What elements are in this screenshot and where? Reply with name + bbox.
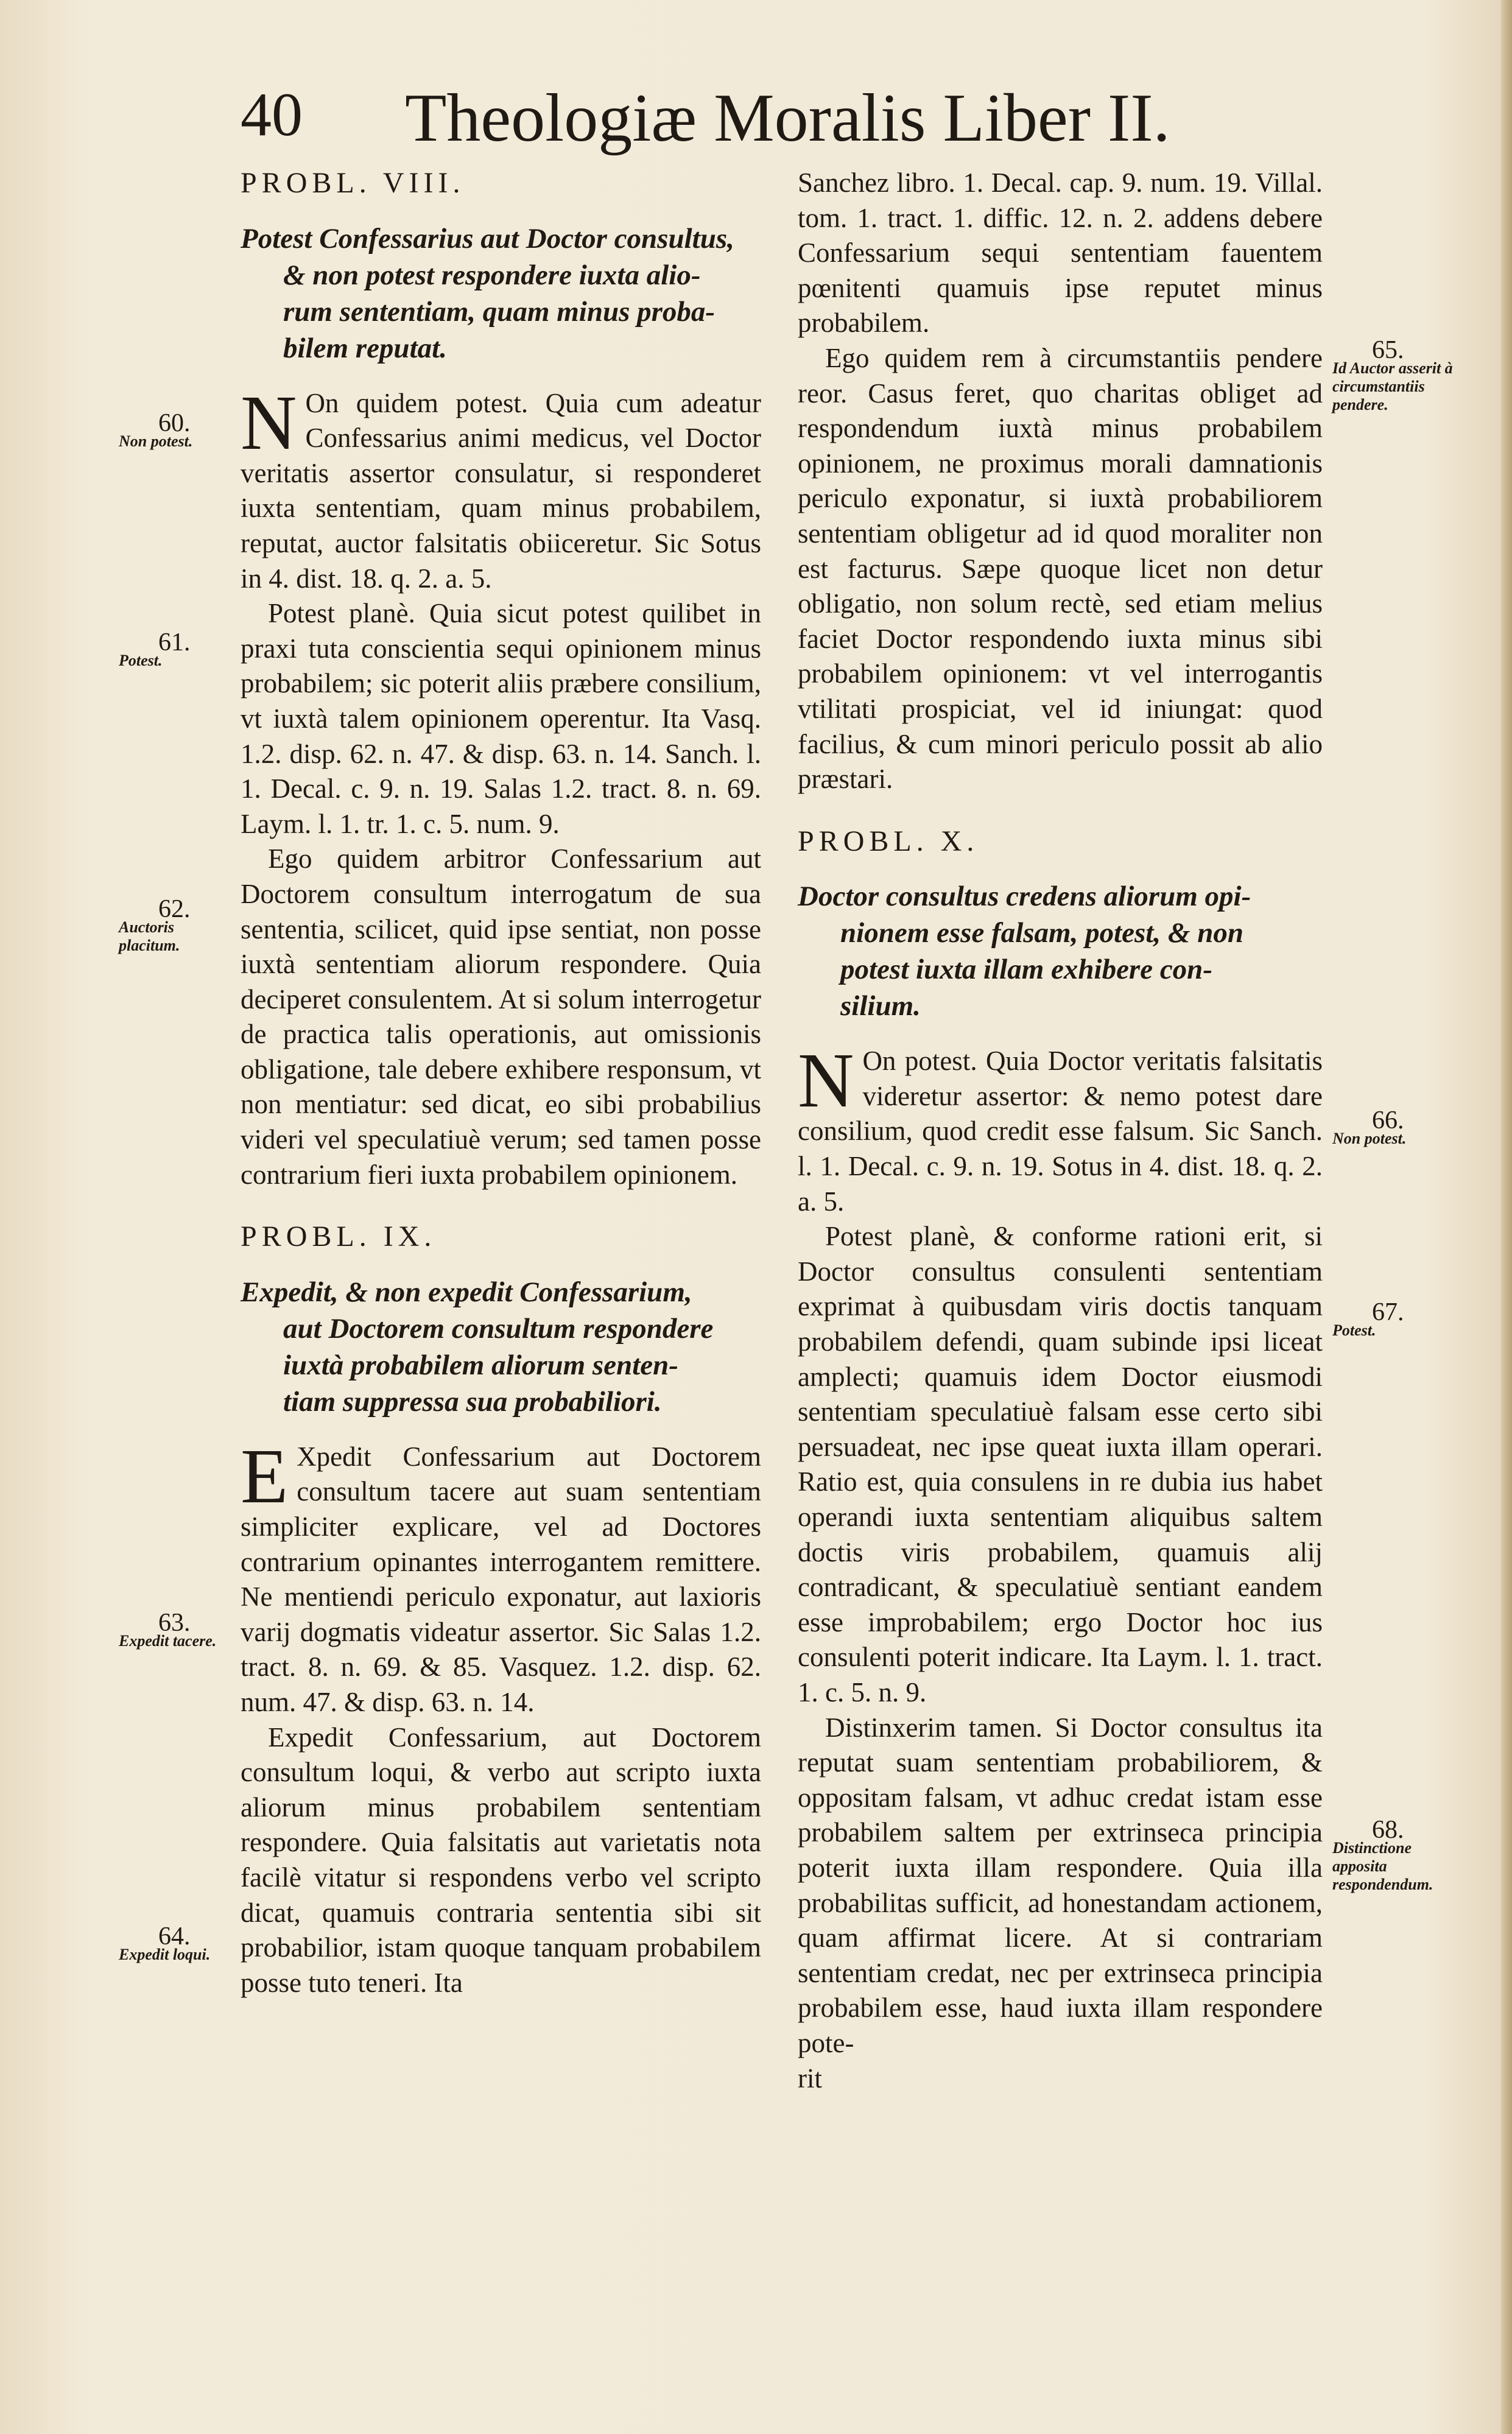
margin-note: 64. Expedit loqui. — [119, 1922, 211, 1963]
problem-heading: PROBL. X. — [798, 825, 979, 857]
page-number: 40 — [241, 80, 303, 149]
spacer — [241, 1192, 761, 1219]
paragraph: Ego quidem arbitror Confessarium aut Doctorem consultum interrogatum de sua sententia, scilicet, quid ipse sentiat, non posse iuxtà sententiam aliorum respondere. Quia deciperet consulentem. At si solum interrogetur de practica talis operationis, aut omissionis obligatione, tale debere exhibere responsum, vt non mentiatur: sed dicat, eo sibi probabilius videri vel speculatiuè verum; sed tamen posse contrarium fieri iuxta probabilem opinionem. — [241, 843, 761, 1190]
spacer — [241, 1420, 761, 1440]
problem-question: Expedit, & non expedit Confessarium, aut Doctorem consultum respondere iuxtà probabilem aliorum senten- tiam suppressa sua probabiliori. — [241, 1276, 714, 1418]
page-edge — [1501, 0, 1512, 2434]
margin-note: 65. Id Auctor asserit à circumstantiis pendere. — [1332, 336, 1453, 413]
problem-question: Potest Confessarius aut Doctor consultus, & non potest respondere iuxta alio- rum sententiam, quam minus proba- bilem reputat. — [241, 222, 734, 364]
drop-cap: E — [241, 1432, 289, 1519]
spacer — [798, 797, 1323, 824]
spacer — [241, 201, 761, 220]
paragraph: Potest planè, & conforme rationi erit, si Doctor consultus consulenti sententiam exprimat à quibusdam viris doctis tanquam probabilem defendi, quam subinde ipsi liceat amplecti; quamuis idem Doctor eiusmodi sententiam speculatiuè falsam esse certo sibi persuadeat, nec ipse queat iuxta illam operari. Ratio est, quia consulens in re dubia ius habet operandi iuxta sententiam aliquibus saltem doctis viris probabilem, quamuis alij contradicant, & speculatiuè sentiant eandem esse improbabilem; ergo Doctor hoc ius consulenti poterit indicare. Ita Laym. l. 1. tract. 1. c. 5. n. 9. — [798, 1221, 1323, 1708]
paragraph: N On potest. Quia Doctor veritatis falsitatis videretur assertor: & nemo potest dare consilium, quod credit esse falsum. Sic Sanch. l. 1. Decal. c. 9. n. 19. Sotus in 4. dist. 18. q. 2. a. 5. — [798, 1037, 1323, 1217]
paragraph: E Xpedit Confessarium aut Doctorem consultum tacere aut suam sententiam simpliciter explicare, vel ad Doctores contrarium opinantes interrogantem remittere. Ne mentiendi periculo exponatur, aut laxioris varij dogmatis videatur assertor. Sic Salas 1.2. tract. 8. n. 69. & 85. Vasquez. 1.2. disp. 62. num. 47. & disp. 63. n. 14. — [241, 1432, 761, 1717]
margin-note: 60. Non potest. — [119, 409, 193, 450]
spacer — [798, 859, 1323, 878]
paragraph: Potest planè. Quia sicut potest quilibet in praxi tuta conscientia sequi opinionem minus probabilem; sic poterit aliis præbere consilium, vt iuxtà talem opinionem operentur. Ita Vasq. 1.2. disp. 62. n. 47. & disp. 63. n. 14. Sanch. l. 1. Decal. c. 9. n. 19. Salas 1.2. tract. 8. n. 69. Laym. l. 1. tr. 1. c. 5. num. 9. — [241, 598, 761, 839]
problem-question: Doctor consultus credens aliorum opi- nionem esse falsam, potest, & non potest iuxta illam exhibere con- silium. — [798, 881, 1251, 1022]
drop-cap: N — [798, 1037, 854, 1124]
paragraph: Sanchez libro. 1. Decal. cap. 9. num. 19. Villal. tom. 1. tract. 1. diffic. 12. n. 2. addens debere Confessarium sequi sententiam fauentem pœnitenti quamuis ipse reputet minus probabilem. — [798, 167, 1323, 339]
paragraph: N On quidem potest. Quia cum adeatur Confessarius animi medicus, vel Doctor veritatis assertor consulatur, si responderet iuxta sententiam, quam minus probabilem, reputat, auctor falsitatis obiiceretur. Sic Sotus in 4. dist. 18. q. 2. a. 5. — [241, 379, 761, 594]
paragraph: Distinxerim tamen. Si Doctor consultus ita reputat suam sententiam probabiliorem, & oppositam falsam, vt adhuc credat istam esse probabilem saltem per extrinseca principia poterit iuxta illam respondere. Quia illa probabilitas sufficit, ad honestandam actionem, quam affirmat licere. At si contrariam sententiam credat, nec per extrinseca principia probabilem esse, haud iuxta illam respondere pote- — [798, 1712, 1323, 2058]
left-column — [241, 166, 761, 2000]
problem-heading: PROBL. IX. — [241, 1220, 437, 1253]
margin-note: 67. Potest. — [1332, 1298, 1404, 1339]
margin-note: 66. Non potest. — [1332, 1106, 1407, 1147]
margin-note: 61. Potest. — [119, 628, 191, 669]
margin-note: 68. Distinctione apposita respondendum. — [1332, 1816, 1433, 1893]
spacer — [798, 1024, 1323, 1044]
running-title: Theologiæ Moralis Liber II. — [405, 80, 1170, 156]
margin-note: 62. Auctoris placitum. — [119, 895, 191, 954]
right-column — [798, 166, 1323, 2096]
spacer — [241, 1254, 761, 1274]
paragraph: Expedit Confessarium, aut Doctorem consultum loqui, & verbo aut scripto iuxta aliorum minus probabilem sententiam respondere. Quia falsitatis aut varietatis nota facilè vitatur si respondens verbo vel scripto dicat, quamuis contraria sententia sibi sit probabilior, istam quoque tanquam probabilem posse tuto teneri. Ita — [241, 1722, 761, 1998]
catchword: rit — [798, 2063, 822, 2094]
problem-heading: PROBL. VIII. — [241, 167, 465, 199]
margin-note: 63. Expedit tacere. — [119, 1609, 217, 1650]
paragraph: Ego quidem rem à circumstantiis pendere reor. Casus feret, quo charitas obliget ad respondendum iuxtà minus probabilem opinionem, ne proximus morali damnationis periculo exponatur, si iuxtà probabiliorem sententiam obligetur ad id quod moraliter non est facturus. Sæpe quoque licet non detur obligatio, non solum rectè, sed etiam melius faciet Doctor respondendo iuxta minus sibi probabilem opinionem: vt vel interrogantis vtilitati prospiciat, vel id iniungat: quod facilius, & cum minori periculo possit ab alio præstari. — [798, 342, 1323, 795]
running-header — [241, 79, 1178, 158]
drop-cap: N — [241, 379, 297, 466]
spacer — [241, 367, 761, 386]
